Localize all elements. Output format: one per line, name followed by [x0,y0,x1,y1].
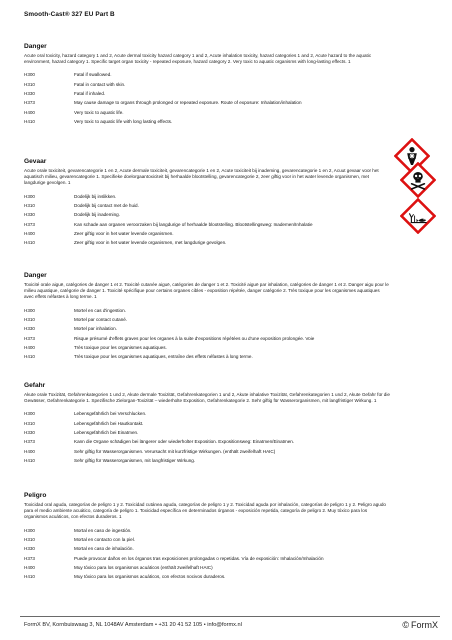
section-heading: Danger [24,272,47,279]
statement-code: H410 [24,574,35,580]
section-classification: Acute oral toxicity, hazard category 1 and 2, Acute dermal toxicity hazard category 1 and 2, Acute inhalation toxicity, hazard categories 1 and 2, Acute hazard to the aquatic environment, hazard category 1. Specific target organ toxicity - repeated exposure, hazard category 2. Very toxic to aquatic organisms with long-lasting effects. 1 [24,53,372,65]
statement-code: H410 [24,118,35,124]
document-title: Smooth-Cast® 327 EU Part B [24,11,115,18]
hazard-section-french [24,272,390,363]
statement-code: H400 [24,448,35,454]
statement-text: Mortel par inhalation. [74,326,117,332]
section-heading: Gefahr [24,382,46,389]
statement-text: Lebensgefährlich bei Verschlucken. [74,411,147,417]
statement-code: H300 [24,527,35,533]
statement-text: Sehr giftig für Wasserorganismen. Verursacht mit kurzfristige Wirkungen. (enthält zweifelhaft HAIC) [74,448,276,454]
statement-text: Dodelijk bij inslikken. [74,193,117,199]
hazard-statement [24,212,390,221]
statement-code: H310 [24,536,35,542]
section-classification: Akute orale Toxizität, Gefahrenkategorien 1 und 2, Akute dermale Toxizität, Gefahrenkategorien 1 und 2, Akute inhalative Toxizität, Gefahrenkategorien 1 und 2, Akute Gefahr für die Gewässer, Gefahrenkategorie 1. Spezifische Zielorgan-Toxizität – wiederholte Exposition, Gefahrenkategorie 2. Sehr giftig für Wasserorganismen, mit langfristiger Wirkung. 1 [24,392,390,404]
statement-code: H330 [24,91,35,96]
hazard-statement [24,537,390,546]
hazard-section-dutch [24,158,390,249]
statement-code: H300 [24,411,35,417]
statement-code: H310 [24,316,35,322]
statement-code: H400 [24,344,35,350]
statement-code: H330 [24,546,35,552]
statement-code: H330 [24,326,35,332]
statement-code: H310 [24,81,35,87]
hazard-statement [24,317,390,326]
statement-code: H400 [24,109,35,115]
statement-text: Lebensgefährlich bei Hautkontakt. [74,420,144,426]
hazard-statement [24,345,390,354]
ghs-pictograms [390,138,442,238]
hazard-statement [24,326,390,335]
hazard-statement [24,458,390,467]
statement-text: Risque présumé d'effets graves pour les organes à la suite d'expositions répétées ou d'une exposition prolongée. Voie [74,335,315,341]
section-classification: Acute orale toxiciteit, gevarencategorie 1 en 2, Acute dermale toxiciteit, gevarencategorie 1 en 2, Acute toxiciteit bij inademing, gevarencategorie 1 en 2, Acuut gevaar voor het aquatisch milieu, gevarencategorie 1. Specifieke doelorgaantoxiciteit bij herhaalde blootstelling, gevarencategorie 2, zeer giftig voor in het water levende organismen, met langdurige gevolgen. 1 [24,168,379,186]
statement-text: Dodelijk bij contact met de huid. [74,202,139,208]
statement-text: Sehr giftig für Wasserorganismen, mit langfristiger Wirkung. [74,457,196,463]
hazard-statement [24,439,390,448]
statement-code: H330 [24,212,35,218]
statement-code: H410 [24,457,35,463]
section-heading: Gevaar [24,158,47,165]
hazard-statement [24,354,390,363]
hazard-statement [24,421,390,430]
statement-text: Mortal en caso de inhalación. [74,546,134,552]
statement-text: Puede provocar daños en los órganos tras exposiciones prolongadas o repetidas. Vía de exposición: Inhalación/Inhalación [74,555,324,561]
statement-code: H300 [24,307,35,313]
hazard-statement [24,240,390,249]
hazard-section-spanish [24,492,390,583]
footer-company-info: FormX BV, Kornbuiswaag 3, NL 1048AV Amsterdam • +31 20 41 52 105 • info@formx.nl [24,622,242,628]
statement-text: Fatal if inhaled. [74,91,106,96]
statement-text: Muy tóxico para los organismos acuáticos (enthält zweifelhaft HAIC) [74,564,213,570]
statement-text: Fatal in contact with skin. [74,81,126,87]
statement-code: H373 [24,221,35,227]
statement-code: H373 [24,439,35,445]
footer-divider [20,616,440,617]
hazard-section-english [24,43,390,128]
hazard-statement [24,336,390,345]
hazard-section-german [24,382,390,467]
statement-text: Fatal if swallowed. [74,72,112,78]
statement-code: H373 [24,335,35,341]
statement-code: H300 [24,72,35,78]
statement-text: Very toxic to aquatic life with long lasting effects. [74,118,173,124]
hazard-statement [24,411,390,420]
statement-code: H373 [24,555,35,561]
hazard-statement [24,203,390,212]
statement-text: Muy tóxico para los organismos acuáticos, con efectos nocivos duraderos. [74,574,226,580]
statement-text: Lebensgefährlich bei Einatmen. [74,430,139,435]
hazard-statement [24,430,390,439]
hazard-statement [24,110,390,119]
statement-text: Kan schade aan organen veroorzaken bij langdurige of herhaalde blootstelling. Blootstellingsweg: Inademen/Inhalatie [74,221,313,227]
hazard-statement [24,100,390,109]
hazard-statement [24,308,390,317]
footer-brand-name: FormX [411,620,438,630]
hazard-statement [24,91,390,100]
hazard-statement [24,231,390,240]
statement-text: Mortal en contacto con la piel. [74,536,136,542]
statement-code: H400 [24,230,35,236]
hazard-statement [24,528,390,537]
statement-text: Zeer giftig voor in het water levende organismen. [74,230,174,236]
statement-text: Dodelijk bij inademing. [74,212,120,218]
statement-text: Très toxique pour les organismes aquatiques. [74,344,167,350]
section-classification: Toxicité orale aiguë, catégories de danger 1 et 2. Toxicité cutanée aiguë, catégories de danger 1 et 2. Toxicité aiguë par inhalation, catégories de danger 1 et 2. Danger aigu pour le milieu aquatique, catégorie de danger 1. Toxicité spécifique pour certains organes cibles - exposition répétée, danger catégorie 2. Très toxique pour les organismes aquatiques avec effets néfastes à long terme. 1 [24,282,389,300]
section-heading: Peligro [24,492,47,499]
statement-code: H410 [24,354,35,360]
statement-code: H330 [24,430,35,435]
statement-code: H373 [24,100,35,106]
hazard-statement [24,119,390,128]
copyright-icon: © [402,620,409,630]
footer-brand [402,620,438,630]
skull-crossbones-icon [400,162,436,198]
statement-code: H300 [24,193,35,199]
statement-text: Très toxique pour les organismes aquatiques, entraîne des effets néfastes à long terme. [74,354,253,360]
section-classification: Toxicidad oral aguda, categorías de peligro 1 y 2. Toxicidad cutánea aguda, categorías de peligro 1 y 2. Toxicidad aguda por inhalación, categorías de peligro 1 y 2. Peligro agudo para el medio ambiente acuático, categoría de peligro 1. Toxicidad específica en determinados órganos - exposición repetida, categoría de peligro 2. Muy tóxico para los organismos acuáticos, con efectos duraderos. 1 [24,502,386,520]
hazard-statement [24,546,390,555]
hazard-statement [24,449,390,458]
statement-code: H400 [24,564,35,570]
statement-text: May cause damage to organs through prolonged or repeated exposure. Route of exposure: Inhalation/inhalation [74,100,302,106]
statement-text: Mortel par contact cutané. [74,316,128,322]
section-heading: Danger [24,43,47,50]
hazard-statement [24,222,390,231]
statement-code: H310 [24,202,35,208]
statement-text: Mortel en cas d'ingestion. [74,307,126,313]
statement-code: H410 [24,240,35,246]
environment-icon [400,198,436,234]
hazard-statement [24,556,390,565]
statement-text: Kann die Organe schädigen bei längerer oder wiederholter Exposition. Expositionsweg: Einatmen/Einatmen. [74,439,295,445]
statement-code: H310 [24,420,35,426]
hazard-statement [24,72,390,81]
statement-text: Zeer giftig voor in het water levende organismen, met langdurige gevolgen. [74,240,227,246]
hazard-statement [24,82,390,91]
hazard-statement [24,565,390,574]
statement-text: Very toxic to aquatic life. [74,109,124,115]
statement-text: Mortal en caso de ingestión. [74,527,132,533]
hazard-statement [24,574,390,583]
hazard-statement [24,194,390,203]
